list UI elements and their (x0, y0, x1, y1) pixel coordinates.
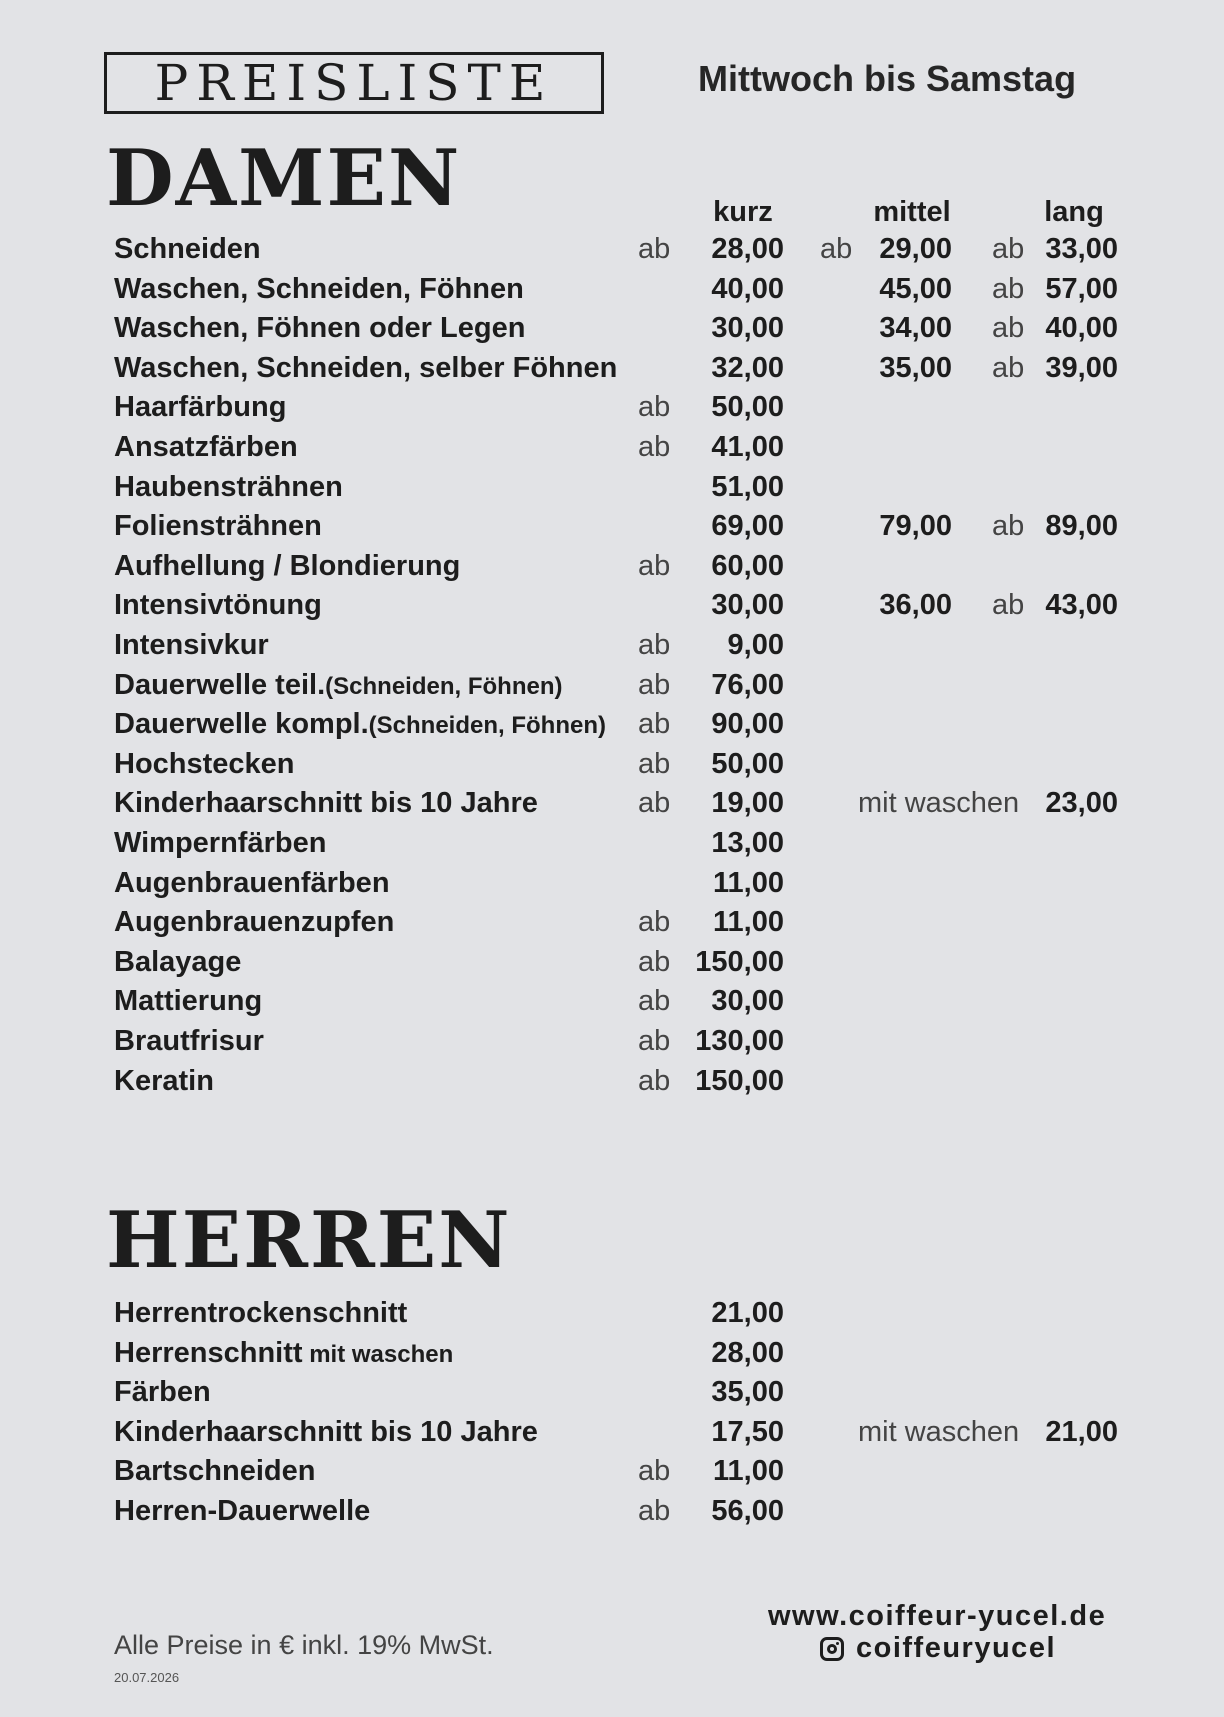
tax-note: Alle Preise in € inkl. 19% MwSt. (114, 1630, 494, 1660)
service-name-main: Herren-Dauerwelle (114, 1495, 371, 1527)
service-name-main: Wimpernfärben (114, 827, 327, 859)
service-name-main: Brautfrisur (114, 1025, 264, 1057)
table-row (0, 309, 1224, 349)
service-name (114, 1413, 538, 1453)
service-name-detail: mit waschen (302, 1340, 454, 1368)
price-kurz: 40,00 (711, 272, 784, 305)
prefix-ab-kurz: ab (638, 1025, 671, 1057)
price-mittel: 34,00 (879, 312, 952, 345)
service-name-detail: (Schneiden, Föhnen) (325, 672, 563, 700)
service-name-detail: (Schneiden, Föhnen) (368, 712, 606, 740)
table-row (0, 1062, 1224, 1102)
price-kurz: 28,00 (711, 233, 784, 265)
prefix-ab-lang: ab (992, 272, 1025, 305)
service-name (114, 666, 562, 707)
prefix-ab-lang: ab (992, 351, 1025, 384)
table-row (0, 428, 1224, 468)
price-lang: 43,00 (1045, 589, 1118, 622)
section-title-herren: HERREN (106, 1195, 512, 1286)
service-name (114, 1022, 264, 1062)
service-name (114, 1373, 211, 1413)
prefix-ab-kurz: ab (638, 629, 671, 661)
prefix-ab-lang: ab (992, 312, 1025, 345)
price-note: mit waschen (858, 787, 1020, 820)
service-name (114, 982, 262, 1022)
service-name (114, 586, 322, 626)
page-title: PREISLISTE (154, 54, 554, 112)
service-name (114, 1062, 214, 1102)
table-row (0, 388, 1224, 428)
column-header-kurz: kurz (713, 196, 773, 228)
table-row (0, 1373, 1224, 1413)
price-kurz: 50,00 (711, 747, 784, 780)
service-name (114, 824, 326, 864)
service-name-main: Balayage (114, 945, 242, 978)
service-name-main: Bartschneiden (114, 1455, 316, 1488)
service-name-main: Kinderhaarschnitt bis 10 Jahre (114, 1415, 538, 1448)
service-name (114, 784, 538, 824)
price-kurz: 76,00 (711, 668, 784, 701)
prefix-ab-kurz: ab (638, 945, 671, 978)
service-name (114, 547, 460, 587)
price-note: mit waschen (858, 1415, 1020, 1448)
prefix-ab-kurz: ab (638, 747, 671, 780)
price-kurz: 9,00 (727, 629, 784, 661)
service-name (114, 388, 286, 428)
service-name-main: Augenbrauenzupfen (114, 906, 395, 939)
service-name-main: Intensivtönung (114, 589, 322, 622)
price-lang: 89,00 (1045, 510, 1118, 543)
service-name (114, 864, 390, 904)
service-name-main: Ansatzfärben (114, 431, 298, 463)
prefix-ab-lang: ab (992, 233, 1025, 265)
table-row (0, 626, 1224, 666)
service-name-main: Schneiden (114, 233, 261, 265)
instagram-link[interactable] (820, 1632, 1056, 1665)
service-name-main: Dauerwelle teil. (114, 668, 326, 701)
service-name-main: Herrenschnitt (114, 1336, 303, 1369)
prefix-ab-kurz: ab (638, 233, 671, 265)
table-row (0, 864, 1224, 904)
service-name-main: Intensivkur (114, 629, 269, 661)
service-name (114, 507, 322, 547)
table-row (0, 705, 1224, 745)
price-lang: 57,00 (1045, 272, 1118, 305)
instagram-icon (820, 1637, 844, 1661)
price-kurz: 11,00 (713, 866, 784, 899)
table-row (0, 349, 1224, 389)
table-row (0, 586, 1224, 626)
service-name (114, 1452, 315, 1492)
price-kurz: 51,00 (711, 470, 784, 503)
service-name (114, 705, 606, 746)
price-kurz: 130,00 (695, 1025, 784, 1057)
instagram-handle: coiffeuryucel (856, 1632, 1056, 1664)
table-row (0, 468, 1224, 508)
table-row (0, 507, 1224, 547)
table-row (0, 1413, 1224, 1453)
price-kurz: 30,00 (711, 985, 784, 1018)
service-name-main: Haarfärbung (114, 391, 287, 424)
service-name-main: Aufhellung / Blondierung (114, 549, 461, 582)
price-kurz: 11,00 (713, 1455, 784, 1488)
website-link[interactable]: www.coiffeur-yucel.de (768, 1600, 1107, 1632)
price-kurz: 32,00 (711, 351, 784, 384)
price-kurz: 150,00 (695, 1064, 784, 1097)
table-row (0, 824, 1224, 864)
table-row (0, 1294, 1224, 1334)
service-name-main: Haubensträhnen (114, 470, 343, 503)
table-row (0, 1452, 1224, 1492)
price-kurz: 17,50 (711, 1415, 784, 1448)
service-name (114, 230, 261, 270)
service-name-main: Foliensträhnen (114, 510, 322, 543)
service-name (114, 903, 394, 943)
prefix-ab-kurz: ab (638, 549, 671, 582)
service-name (114, 349, 617, 389)
price-kurz: 21,00 (711, 1297, 784, 1329)
price-lang: 40,00 (1045, 312, 1118, 345)
date-stamp: 20.07.2026 (114, 1670, 180, 1685)
price-kurz: 30,00 (711, 312, 784, 345)
price-lang: 33,00 (1045, 233, 1118, 265)
table-row (0, 270, 1224, 310)
column-header-mittel: mittel (873, 196, 951, 228)
price-mittel: 35,00 (879, 351, 952, 384)
price-kurz: 90,00 (711, 708, 784, 741)
price-lang: 21,00 (1045, 1415, 1118, 1448)
prefix-ab-kurz: ab (638, 668, 671, 701)
service-name-main: Hochstecken (114, 747, 295, 780)
price-kurz: 35,00 (711, 1376, 784, 1409)
service-name (114, 270, 524, 310)
table-row (0, 230, 1224, 270)
service-name (114, 626, 269, 666)
price-kurz: 150,00 (695, 945, 784, 978)
prefix-ab-kurz: ab (638, 985, 671, 1018)
prefix-ab-lang: ab (992, 589, 1025, 622)
service-name-main: Dauerwelle kompl. (114, 708, 369, 741)
opening-days: Mittwoch bis Samstag (698, 58, 1077, 99)
prefix-ab-kurz: ab (638, 1455, 671, 1488)
service-name (114, 943, 241, 983)
prefix-ab-kurz: ab (638, 906, 671, 939)
price-lang: 39,00 (1045, 351, 1118, 384)
price-mittel: 45,00 (879, 272, 952, 305)
price-kurz: 41,00 (711, 431, 784, 463)
service-name-main: Herrentrockenschnitt (114, 1297, 408, 1329)
table-row (0, 745, 1224, 785)
table-row (0, 666, 1224, 706)
price-mittel: 29,00 (879, 233, 952, 265)
prefix-ab-kurz: ab (638, 391, 671, 424)
column-header-lang: lang (1044, 196, 1104, 228)
prefix-ab-kurz: ab (638, 1495, 671, 1527)
service-name-main: Kinderhaarschnitt bis 10 Jahre (114, 787, 538, 820)
table-row (0, 943, 1224, 983)
price-mittel: 79,00 (879, 510, 952, 543)
prefix-ab-mittel: ab (820, 233, 853, 265)
price-kurz: 50,00 (711, 391, 784, 424)
service-name-main: Augenbrauenfärben (114, 866, 390, 899)
price-lang: 23,00 (1045, 787, 1118, 820)
table-row (0, 1334, 1224, 1374)
prefix-ab-kurz: ab (638, 787, 671, 820)
table-row (0, 1022, 1224, 1062)
service-name-main: Waschen, Schneiden, selber Föhnen (114, 351, 618, 384)
service-name (114, 1492, 370, 1532)
service-name-main: Mattierung (114, 985, 263, 1018)
prefix-ab-lang: ab (992, 510, 1025, 543)
price-kurz: 28,00 (711, 1336, 784, 1369)
service-name (114, 468, 343, 508)
service-name-main: Waschen, Föhnen oder Legen (114, 312, 526, 345)
price-kurz: 11,00 (713, 906, 784, 939)
price-kurz: 56,00 (711, 1495, 784, 1527)
table-row (0, 784, 1224, 824)
service-name (114, 309, 525, 349)
prefix-ab-kurz: ab (638, 431, 671, 463)
price-kurz: 60,00 (711, 549, 784, 582)
section-title-damen: DAMEN (106, 133, 462, 224)
service-name (114, 1334, 453, 1375)
prefix-ab-kurz: ab (638, 1064, 671, 1097)
service-name-main: Färben (114, 1376, 211, 1409)
service-name-main: Waschen, Schneiden, Föhnen (114, 272, 524, 305)
price-kurz: 13,00 (711, 827, 784, 859)
price-kurz: 69,00 (711, 510, 784, 543)
title-box (104, 52, 604, 114)
table-row (0, 547, 1224, 587)
price-kurz: 19,00 (711, 787, 784, 820)
table-row (0, 982, 1224, 1022)
service-name (114, 745, 295, 785)
service-name (114, 1294, 407, 1334)
service-name (114, 428, 298, 468)
prefix-ab-kurz: ab (638, 708, 671, 741)
price-mittel: 36,00 (879, 589, 952, 622)
table-row (0, 1492, 1224, 1532)
table-row (0, 903, 1224, 943)
service-name-main: Keratin (114, 1064, 214, 1097)
price-kurz: 30,00 (711, 589, 784, 622)
